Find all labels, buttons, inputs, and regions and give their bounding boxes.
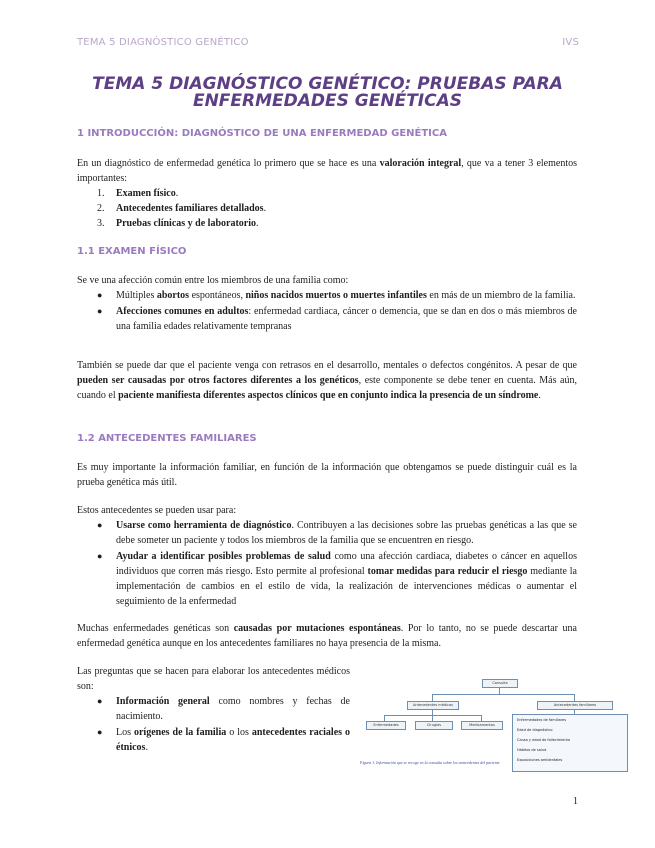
list-item: ● Los orígenes de la familia o los antecedentes raciales o étnicos.: [97, 727, 351, 753]
physical-exam-bullets: [77, 288, 577, 335]
evaluation-elements-list: [77, 186, 266, 231]
bullet-icon: ●: [97, 306, 103, 316]
list-item: 1. Examen físico.: [97, 188, 179, 199]
diagram-leaf-node: Enfermedades: [366, 721, 406, 730]
list-item: ● Usarse como herramienta de diagnóstico. Contribuyen a las decisiones sobre las pruebas genéticas a las que se debe someter un paciente y todos los miembros de la familia que se encuentren en riesgo.: [97, 520, 577, 546]
intro-paragraph: En un diagnóstico de enfermedad genética lo primero que se hace es una valoración integral, que va a tener 3 elementos importantes:: [77, 158, 577, 184]
diagram-leaf-node: Cirugías: [415, 721, 453, 730]
bullet-icon: ●: [97, 551, 103, 561]
list-item: 2. Antecedentes familiares detallados.: [97, 203, 267, 214]
figure-caption: Figura 1. Información que se recoge en la consulta sobre los antecedentes del paciente: [360, 760, 500, 765]
diagram-family-node: Antecedentes familiares: [537, 701, 613, 710]
family-history-uses-list: [77, 518, 577, 610]
spontaneous-mutations-paragraph: Muchas enfermedades genéticas son causadas por mutaciones espontáneas. Por lo tanto, no se puede descartar una enfermedad genética aunque en los antecedentes familiares no haya presencia de la misma.: [77, 623, 577, 649]
bullet-icon: ●: [97, 727, 103, 737]
diagram-leaf-node: Medicamentos: [461, 721, 503, 730]
list-item: ● Información general como nombres y fechas de nacimiento.: [97, 696, 350, 722]
diagram-medical-node: Antecedentes médicos: [407, 701, 459, 710]
physical-exam-paragraph: También se puede dar que el paciente venga con retrasos en el desarrollo, mentales o defectos congénitos. A pesar de que pueden ser causadas por otros factores diferentes a los genéticos, este componente se debe tener en cuenta. Más aún, cuando el paciente manifiesta diferentes aspectos clínicos que en conjunto indica la presencia de un síndrome.: [77, 360, 577, 401]
list-item: ● Ayudar a identificar posibles problemas de salud como una afección cardiaca, diabetes o cáncer en aquellos individuos que corren más riesgo. Esto permite al profesional tomar medidas para reducir el riesgo mediante la implementación de cambios en el estilo de vida, la realización de intervenciones médicas o aumentar el seguimiento de la enfermedad: [97, 551, 577, 607]
document-title: TEMA 5 DIAGNÓSTICO GENÉTICO: PRUEBAS PARA ENFERMEDADES GENÉTICAS: [92, 74, 563, 111]
list-item: ● Afecciones comunes en adultos: enfermedad cardiaca, cáncer o demencia, que se dan en dos o más miembros de una familia edades relativamente tempranas: [97, 306, 577, 332]
physical-exam-intro: Se ve una afección común entre los miembros de una familia como:: [77, 275, 349, 286]
questions-list: [77, 694, 350, 756]
list-item: 3. Pruebas clínicas y de laboratorio.: [97, 218, 259, 229]
section-heading-1-2: 1.2 ANTECEDENTES FAMILIARES: [77, 433, 257, 444]
section-heading-1: 1 INTRODUCCIÓN: DIAGNÓSTICO DE UNA ENFERMEDAD GENÉTICA: [77, 128, 447, 139]
bullet-icon: ●: [97, 290, 103, 300]
diagram-root-node: Consulta: [482, 679, 518, 688]
diagram-family-details: Enfermedades de familiares Edad de diagnóstico Causa y edad de fallecimiento Hábitos de salud Exposiciones ambientales: [512, 714, 628, 772]
section-heading-1-1: 1.1 EXAMEN FÍSICO: [77, 246, 187, 257]
page-number: 1: [573, 796, 578, 807]
bullet-icon: ●: [97, 696, 103, 706]
family-history-paragraph: Es muy importante la información familiar, en función de la información que obtengamos se puede distinguir cuál es la prueba genética más útil.: [77, 462, 577, 488]
running-header-title: TEMA 5 DIAGNÓSTICO GENÉTICO: [77, 37, 249, 48]
family-history-uses-intro: Estos antecedentes se pueden usar para:: [77, 505, 237, 516]
list-item: ● Múltiples abortos espontáneos, niños nacidos muertos o muertes infantiles en más de un miembro de la familia.: [97, 290, 576, 301]
running-header-author: IVS: [562, 37, 579, 48]
questions-intro: Las preguntas que se hacen para elaborar los antecedentes médicos son:: [77, 666, 350, 692]
consultation-diagram: [362, 674, 630, 784]
bullet-icon: ●: [97, 520, 103, 530]
